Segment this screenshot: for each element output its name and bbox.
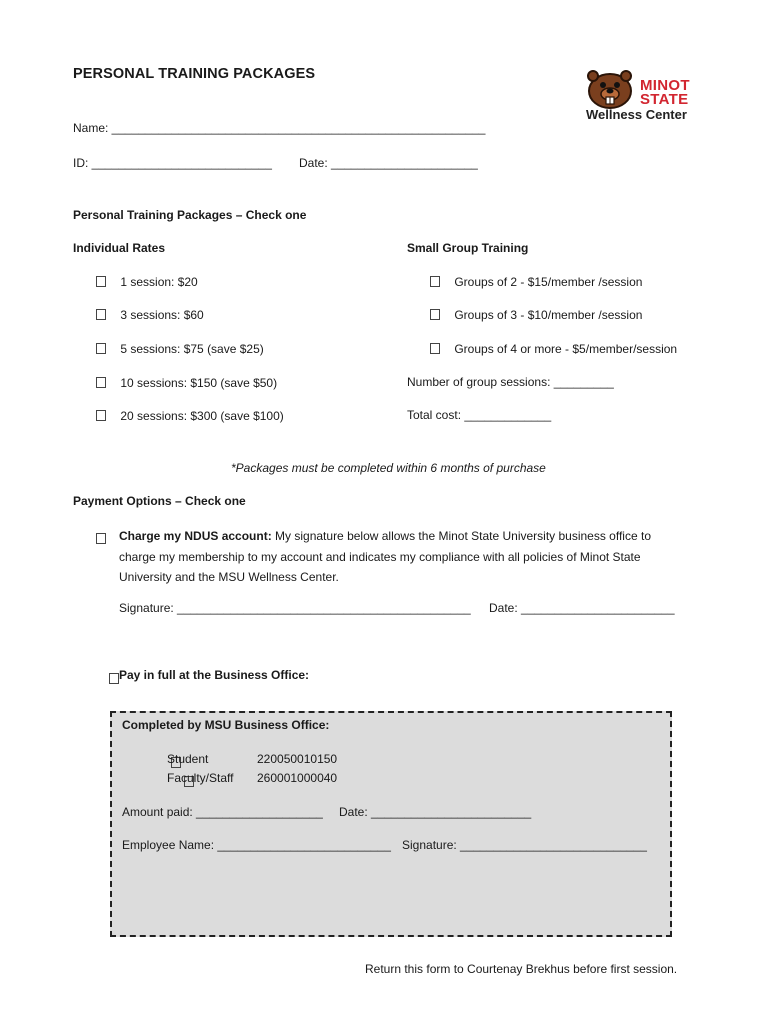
individual-option-3[interactable]: 3 sessions: $60 <box>96 308 204 322</box>
checkbox[interactable] <box>96 309 106 320</box>
office-date-field[interactable]: Date: ________________________ <box>339 805 532 819</box>
logo-wellness-center: Wellness Center <box>586 107 687 122</box>
individual-option-1[interactable]: 1 session: $20 <box>96 275 198 289</box>
signature-field[interactable]: Signature: ____________________________________________ <box>119 601 471 615</box>
pay-full-checkbox[interactable] <box>109 673 119 684</box>
individual-option-20[interactable]: 20 sessions: $300 (save $100) <box>96 409 284 423</box>
business-office-heading: Completed by MSU Business Office: <box>122 718 330 732</box>
total-cost-field[interactable]: Total cost: _____________ <box>407 408 552 422</box>
business-office-box <box>110 711 672 937</box>
checkbox[interactable] <box>430 343 440 354</box>
individual-option-5[interactable]: 5 sessions: $75 (save $25) <box>96 342 264 356</box>
checkbox[interactable] <box>96 276 106 287</box>
faculty-staff-label: Faculty/Staff <box>167 771 234 785</box>
payment-heading: Payment Options – Check one <box>73 494 246 508</box>
date-field[interactable]: Date: ______________________ <box>299 156 478 170</box>
faculty-staff-code: 260001000040 <box>257 771 338 785</box>
page-title: PERSONAL TRAINING PACKAGES <box>73 66 316 82</box>
checkbox[interactable] <box>96 343 106 354</box>
checkbox[interactable] <box>430 276 440 287</box>
checkbox[interactable] <box>430 309 440 320</box>
student-code: 220050010150 <box>257 752 338 766</box>
beaver-mascot-icon <box>584 68 636 110</box>
group-option-3[interactable]: Groups of 3 - $10/member /session <box>430 308 642 322</box>
id-field[interactable]: ID: ___________________________ <box>73 156 272 170</box>
checkbox[interactable] <box>96 377 106 388</box>
employee-name-field[interactable]: Employee Name: __________________________ <box>122 838 391 852</box>
ndus-text: My signature below allows the Minot State University business office to charge my membership to my account and indicates my compliance with all policies of Minot State University and the MSU Wellness Center. <box>119 529 651 584</box>
packages-heading: Personal Training Packages – Check one <box>73 208 307 222</box>
logo-state: STATE <box>640 91 689 108</box>
name-field[interactable]: Name: ________________________________________________________ <box>73 121 486 135</box>
employee-signature-field[interactable]: Signature: ____________________________ <box>402 838 647 852</box>
return-note: Return this form to Courtenay Brekhus before first session. <box>365 962 678 976</box>
amount-paid-field[interactable]: Amount paid: ___________________ <box>122 805 323 819</box>
ndus-label: Charge my NDUS account: <box>119 529 272 543</box>
ndus-account-option <box>119 526 689 588</box>
group-option-2[interactable]: Groups of 2 - $15/member /session <box>430 275 642 289</box>
individual-rates-heading: Individual Rates <box>73 241 166 255</box>
group-option-4-plus[interactable]: Groups of 4 or more - $5/member/session <box>430 342 677 356</box>
pay-full-label: Pay in full at the Business Office: <box>119 668 310 682</box>
individual-option-10[interactable]: 10 sessions: $150 (save $50) <box>96 376 277 390</box>
group-sessions-field[interactable]: Number of group sessions: _________ <box>407 375 614 389</box>
student-label: Student <box>167 752 209 766</box>
signature-date-field[interactable]: Date: _______________________ <box>489 601 675 615</box>
logo-minot: MINOT <box>640 77 690 94</box>
minot-state-logo <box>584 68 699 124</box>
small-group-heading: Small Group Training <box>407 241 529 255</box>
checkbox[interactable] <box>96 410 106 421</box>
packages-note: *Packages must be completed within 6 months of purchase <box>231 461 546 475</box>
ndus-checkbox[interactable] <box>96 533 106 544</box>
